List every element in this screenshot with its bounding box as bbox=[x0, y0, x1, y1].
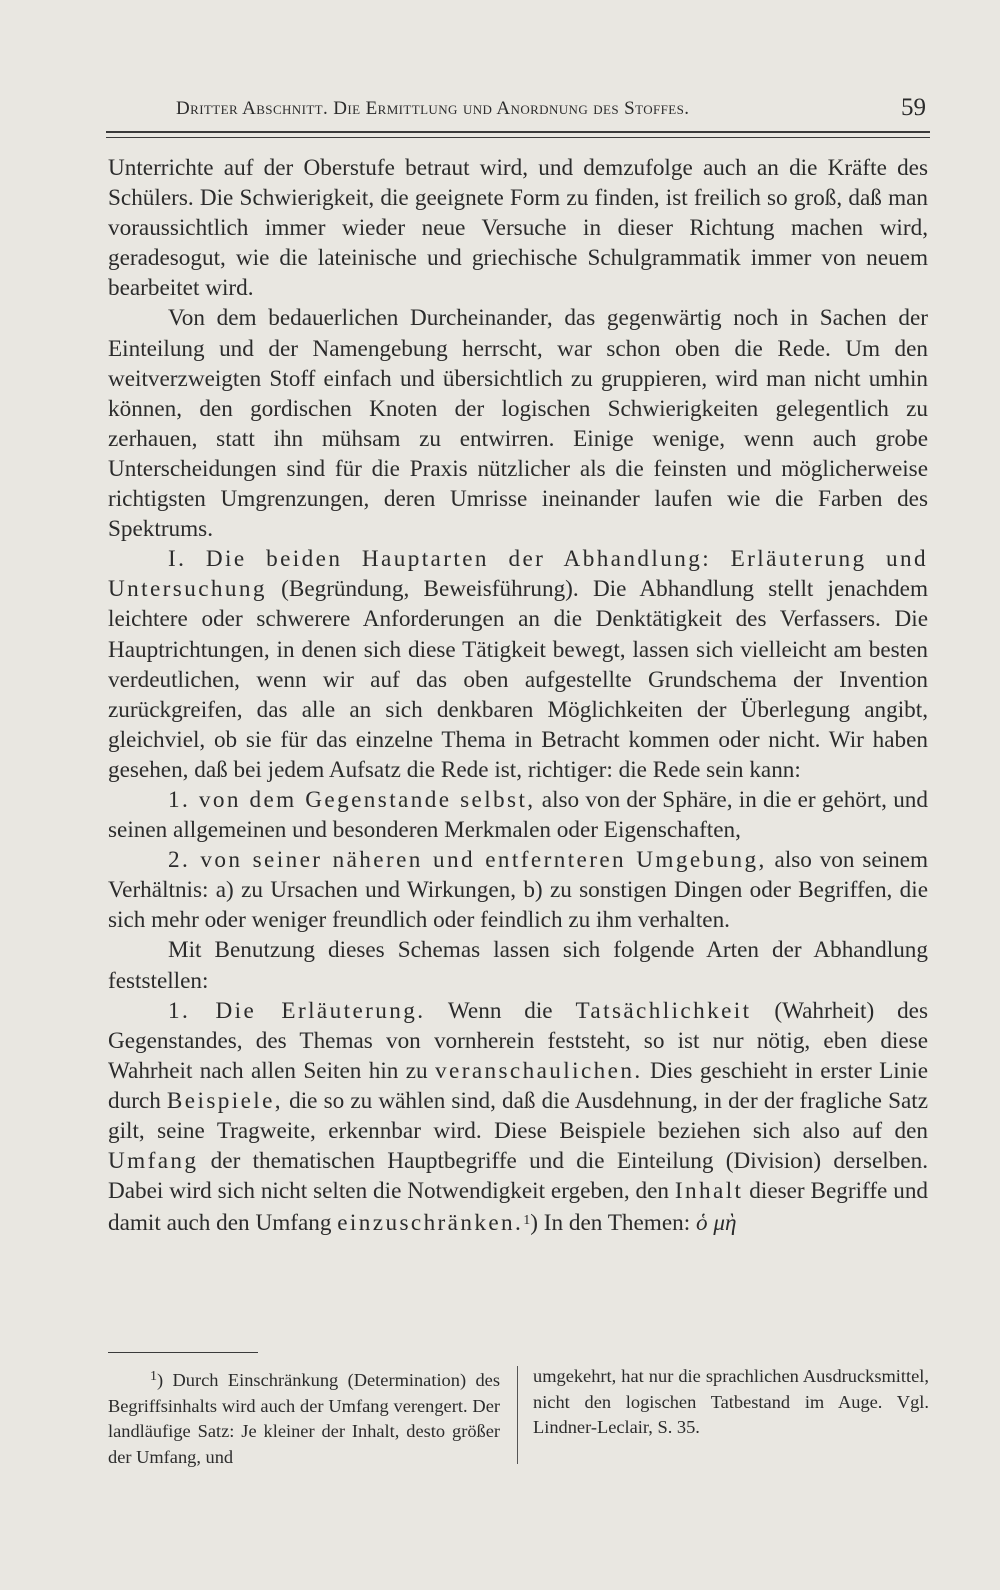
paragraph-3 bbox=[108, 544, 928, 785]
emphasis-einzuschraenken: einzuschränken. bbox=[337, 1210, 524, 1237]
footnote-column-left bbox=[108, 1364, 500, 1470]
footnote-rule bbox=[108, 1352, 258, 1353]
page-header bbox=[108, 96, 930, 130]
header-rule-thick bbox=[106, 131, 930, 133]
greek-text: ὁ μὴ bbox=[695, 1210, 737, 1237]
paragraph-5-text-a: Wenn die bbox=[425, 997, 576, 1024]
paragraph-5-text-f: dieser Begriffe und damit auch den Umfang bbox=[108, 1178, 929, 1237]
list-item-1 bbox=[108, 785, 928, 845]
emphasis-tatsaechlichkeit: Tatsächlichkeit bbox=[575, 997, 752, 1024]
emphasis-umfang: Umfang bbox=[108, 1148, 199, 1175]
list-item-2 bbox=[108, 845, 928, 935]
paragraph-5-text-e: der thematischen Hauptbegriffe und die Einteilung (Division) derselben. Dabei wird sich nicht selten die Notwendigkeit ergeben, den bbox=[108, 1148, 928, 1205]
paragraph-3-text: (Begründung, Beweisführung). Die Abhandlung stellt jenachdem leichtere oder schwerere Anforderungen an die Denktätigkeit des Verfassers. Die Hauptrichtungen, in denen sich diese Tätigkeit bewegt, lassen sich vielleicht am besten verdeutlichen, wenn wir auf das oben aufgestellte Grundschema der Invention zurückgreifen, das alle an sich denkbaren Möglichkeiten der Überlegung angibt, gleichviel, ob sie für das einzelne Thema in Betracht kommen oder nicht. Wir haben gesehen, daß bei jedem Aufsatz die Rede ist, richtiger: die Rede sein kann: bbox=[108, 576, 928, 783]
subheading-erlaeuterung: 1. Die Erläuterung. bbox=[168, 997, 426, 1024]
footnote-column-right bbox=[533, 1364, 929, 1441]
paragraph-2: Von dem bedauerlichen Durcheinander, das gegenwärtig noch in Sachen der Einteilung und der Namengebung herrscht, war schon oben die Rede. Um den weitverzweigten Stoff einfach und übersichtlich zu gruppieren, wird man nicht umhin können, den gordischen Knoten der logischen Schwierigkeiten gelegentlich zu zerhauen, statt ihn mühsam zu entwirren. Einige wenige, wenn auch grobe Unterscheidungen sind für die Praxis nützlicher als die feinsten und möglicherweise richtigsten Umgrenzungen, deren Umrisse ineinander laufen wie die Farben des Spektrums. bbox=[108, 305, 928, 543]
page-number: 59 bbox=[901, 94, 926, 121]
footnote-1 bbox=[108, 1364, 500, 1470]
paragraph-5-text-d: die so zu wählen sind, daß die Ausdehnung, in der der fragliche Satz gilt, seine Tragweite, erkennbar wird. Diese Beispiele beziehen sich also auf den bbox=[108, 1087, 928, 1144]
emphasis-inhalt: Inhalt bbox=[674, 1178, 744, 1205]
list-item-2-emphasis: 2. von seiner näheren und entfernteren Umgebung, bbox=[168, 847, 767, 874]
list-item-1-text: also von der Sphäre, in die er gehört, und seinen allgemeinen und besonderen Merkmalen oder Eigenschaften, bbox=[108, 786, 928, 844]
running-head: Dritter Abschnitt. Die Ermittlung und Anordnung des Stoffes. bbox=[176, 98, 690, 119]
list-item-1-emphasis: 1. von dem Gegenstande selbst, bbox=[168, 786, 536, 813]
emphasis-veranschaulichen: veranschaulichen. bbox=[435, 1057, 643, 1084]
paragraph-1: Unterrichte auf der Oberstufe betraut wird, und demzufolge auch an die Kräfte des Schülers. Die Schwierigkeit, die geeignete Form zu finden, ist freilich so groß, daß man voraussichtlich immer wieder neue Versuche in dieser Richtung machen wird, geradesogut, wie die lateinische und griechische Schulgrammatik immer von neuem bearbeitet wird. bbox=[108, 155, 928, 302]
footnote-1-continued: umgekehrt, hat nur die sprachlichen Ausdrucksmittel, nicht den logischen Tatbestand im Auge. Vgl. Lindner-Leclair, S. 35. bbox=[533, 1366, 929, 1437]
header-rule-thin bbox=[106, 137, 930, 138]
emphasis-beispiele: Beispiele, bbox=[166, 1087, 284, 1114]
paragraph-5-text-c: Dies geschieht in erster Linie durch bbox=[108, 1057, 929, 1114]
section-heading: I. Die beiden Hauptarten der Abhandlung: Erläuterung und Untersuchung bbox=[108, 546, 928, 603]
footnote-marker[interactable]: 1 bbox=[523, 1213, 531, 1229]
paragraph-5 bbox=[108, 996, 928, 1239]
list-item-2-text: also von seinem Verhältnis: a) zu Ursachen und Wirkungen, b) zu sonstigen Dingen oder Begriffen, die sich mehr oder weniger freundlich oder feindlich zu ihm verhalten. bbox=[108, 847, 928, 934]
footnote-number: 1 bbox=[150, 1369, 157, 1384]
paragraph-5-text-b: (Wahrheit) des Gegenstandes, des Themas von vornherein feststeht, so ist nur nötig, eben diese Wahrheit nach allen Seiten hin zu bbox=[108, 997, 928, 1084]
footnotes bbox=[108, 1364, 930, 1467]
paragraph-5-text-g: ) In den Themen: bbox=[530, 1210, 696, 1237]
main-text bbox=[108, 153, 928, 1238]
footnote-column-divider bbox=[517, 1366, 518, 1464]
footnote-1-text: ) Durch Einschränkung (Determination) des Begriffsinhalts wird auch der Umfang verengert. Der landläufige Satz: Je kleiner der Inhalt, desto größer der Umfang, und bbox=[108, 1370, 500, 1467]
paragraph-4: Mit Benutzung dieses Schemas lassen sich folgende Arten der Abhandlung feststellen: bbox=[108, 937, 928, 994]
